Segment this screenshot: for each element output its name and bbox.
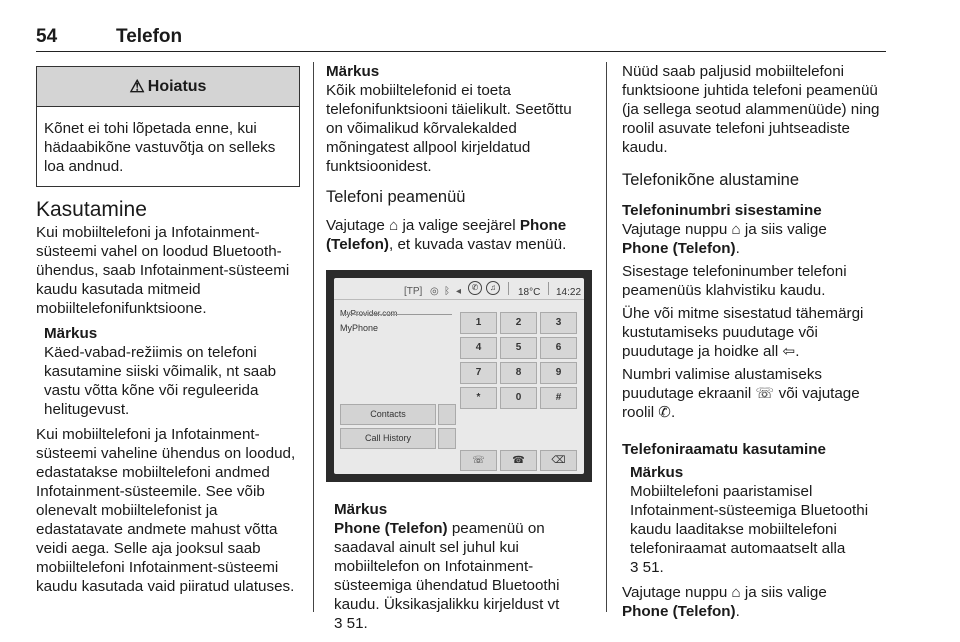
note-text: Kõik mobiiltelefonid ei toeta telefonifunktsiooni täielikult. Seetõttu on võimalikud kõrvalekalded mõningatest allpool kirjeldatud funktsioonidest. bbox=[326, 82, 572, 175]
music-icon: ♫ bbox=[486, 281, 500, 295]
key-0[interactable]: 0 bbox=[500, 387, 537, 409]
backspace-icon: ⇦ bbox=[782, 343, 796, 360]
key-7[interactable]: 7 bbox=[460, 362, 497, 384]
menu-reference: Phone (Telefon) bbox=[326, 217, 567, 253]
mute-mic-button[interactable] bbox=[438, 404, 456, 425]
paragraph: Kui mobiiltelefoni ja Infotainment-süsteemi vaheline ühendus on loodud, edastatakse mobiiltelefoni andmed Infotainment-süsteemile. See võib olenevalt mobiiltelefonist ja edastatavate andmete mahust võtta veidi aega. Selle aja jooksul saab mobiiltelefoni Infotainment-süsteemi kaudu kasutada vaid piiratud ulatuses. bbox=[36, 426, 296, 595]
paragraph: Nüüd saab paljusid mobiiltelefoni funktsioone juhtida telefoni peamenüü (ja sellega seotud alammenüüde) ning roolil asuvate telefoni juhtseadiste kaudu. bbox=[622, 63, 880, 156]
key-1[interactable]: 1 bbox=[460, 312, 497, 334]
paragraph: Vajutage ⌂ ja valige seejärel Phone (Telefon), et kuvada vastav menüü. bbox=[326, 217, 567, 253]
handset-button[interactable] bbox=[438, 428, 456, 449]
warning-header bbox=[37, 67, 299, 107]
warning-title: Hoiatus bbox=[147, 78, 207, 95]
paragraph: Sisestage telefoninumber telefoni peamenüüs klahvistiku kaudu. bbox=[622, 263, 847, 299]
warning-icon: ⚠ bbox=[129, 77, 145, 96]
column-divider bbox=[313, 62, 314, 612]
phone-name: MyPhone bbox=[340, 323, 379, 333]
call-history-button[interactable]: Call History bbox=[340, 428, 436, 449]
key-4[interactable]: 4 bbox=[460, 337, 497, 359]
status-bar bbox=[334, 278, 584, 300]
tp-icon: [TP] bbox=[404, 286, 423, 297]
section-heading: Telefonikõne alustamine bbox=[622, 171, 800, 189]
key-6[interactable]: 6 bbox=[540, 337, 577, 359]
key-hash[interactable]: # bbox=[540, 387, 577, 409]
note-title: Märkus bbox=[630, 464, 684, 481]
phone-menu-screen bbox=[334, 278, 584, 474]
menu-reference: Phone (Telefon) bbox=[622, 240, 736, 257]
volume-icon: ◂ bbox=[456, 286, 462, 297]
home-icon: ⌂ bbox=[731, 221, 741, 238]
status-separator bbox=[548, 282, 549, 295]
note-text: Käed-vabad-režiimis on telefoni kasutamine siiski võimalik, nt saab vastu võtta kõne või reguleerida helitugevust. bbox=[44, 344, 277, 418]
subsection-heading: Telefoniraamatu kasutamine bbox=[622, 441, 826, 458]
phone-status-icon: ✆ bbox=[468, 281, 482, 295]
clock: 14:22 bbox=[556, 287, 582, 298]
section-heading: Kasutamine bbox=[36, 198, 147, 221]
key-3[interactable]: 3 bbox=[540, 312, 577, 334]
infotainment-screenshot bbox=[326, 270, 592, 482]
home-icon: ⌂ bbox=[731, 584, 741, 601]
signal-bar bbox=[340, 314, 452, 315]
paragraph: Vajutage nuppu ⌂ ja siis valige Phone (Telefon). bbox=[622, 221, 827, 257]
paragraph: Numbri valimise alustamiseks puudutage ekraanil ☏ või vajutage roolil ✆. bbox=[622, 366, 860, 421]
section-heading: Telefoni peamenüü bbox=[326, 188, 466, 206]
status-separator bbox=[508, 282, 509, 295]
page-reference: 3 51. bbox=[334, 615, 368, 632]
bluetooth-icon: ᛒ bbox=[444, 286, 450, 297]
paragraph: Ühe või mitme sisestatud tähemärgi kustutamiseks puudutage või puudutage ja hoidke all ⇦. bbox=[622, 305, 864, 360]
note-text: Mobiiltelefoni paaristamisel Infotainment-süsteemiga Bluetoothi kaudu laaditakse mobiiltelefoni telefoniraamat automaatselt alla bbox=[630, 483, 869, 557]
column-divider bbox=[606, 62, 607, 612]
page-header bbox=[36, 22, 886, 52]
key-5[interactable]: 5 bbox=[500, 337, 537, 359]
call-icon[interactable]: ☏ bbox=[460, 450, 497, 471]
nav-icon: ◎ bbox=[430, 286, 439, 297]
column-3 bbox=[622, 62, 888, 621]
note-title: Märkus bbox=[326, 63, 380, 80]
column-1 bbox=[36, 62, 300, 596]
warning-text: Kõnet ei tohi lõpetada enne, kui hädaabikõne vastuvõtja on selleks loa andnud. bbox=[44, 120, 276, 175]
hang-up-icon[interactable]: ☎ bbox=[500, 450, 537, 471]
temperature: 18°C bbox=[518, 287, 541, 298]
note-title: Märkus bbox=[44, 325, 98, 342]
note-block bbox=[326, 500, 592, 633]
page-title: Telefon bbox=[116, 26, 183, 47]
home-icon: ⌂ bbox=[389, 217, 399, 234]
key-2[interactable]: 2 bbox=[500, 312, 537, 334]
column-2 bbox=[326, 62, 592, 633]
delete-icon[interactable]: ⌫ bbox=[540, 450, 577, 471]
key-9[interactable]: 9 bbox=[540, 362, 577, 384]
page-number: 54 bbox=[36, 26, 58, 47]
page-reference: 3 51. bbox=[630, 559, 664, 576]
contacts-button[interactable]: Contacts bbox=[340, 404, 436, 425]
call-icon: ☏ bbox=[755, 385, 775, 402]
key-star[interactable]: * bbox=[460, 387, 497, 409]
note-title: Märkus bbox=[334, 501, 388, 518]
note-text: Phone (Telefon) peamenüü on saadaval ainult sel juhul kui mobiiltelefon on Infotainment-süsteemiga ühendatud Bluetoothi kaudu. Üksikasjalikku kirjeldust vt bbox=[334, 520, 560, 613]
paragraph: Vajutage nuppu ⌂ ja siis valige Phone (Telefon). bbox=[622, 584, 827, 620]
menu-reference: Phone (Telefon) bbox=[622, 603, 736, 620]
paragraph: Kui mobiiltelefoni ja Infotainment-süsteemi vahel on loodud Bluetooth-ühendus, saab Infotainment-süsteemi kaudu kasutada mitmeid mobiiltelefonifunktsioone. bbox=[36, 224, 290, 317]
key-8[interactable]: 8 bbox=[500, 362, 537, 384]
warning-box bbox=[36, 66, 300, 187]
subsection-heading: Telefoninumbri sisestamine bbox=[622, 202, 822, 219]
steering-phone-icon: ✆ bbox=[658, 404, 672, 421]
note-block bbox=[36, 324, 300, 419]
note-block bbox=[622, 463, 888, 577]
